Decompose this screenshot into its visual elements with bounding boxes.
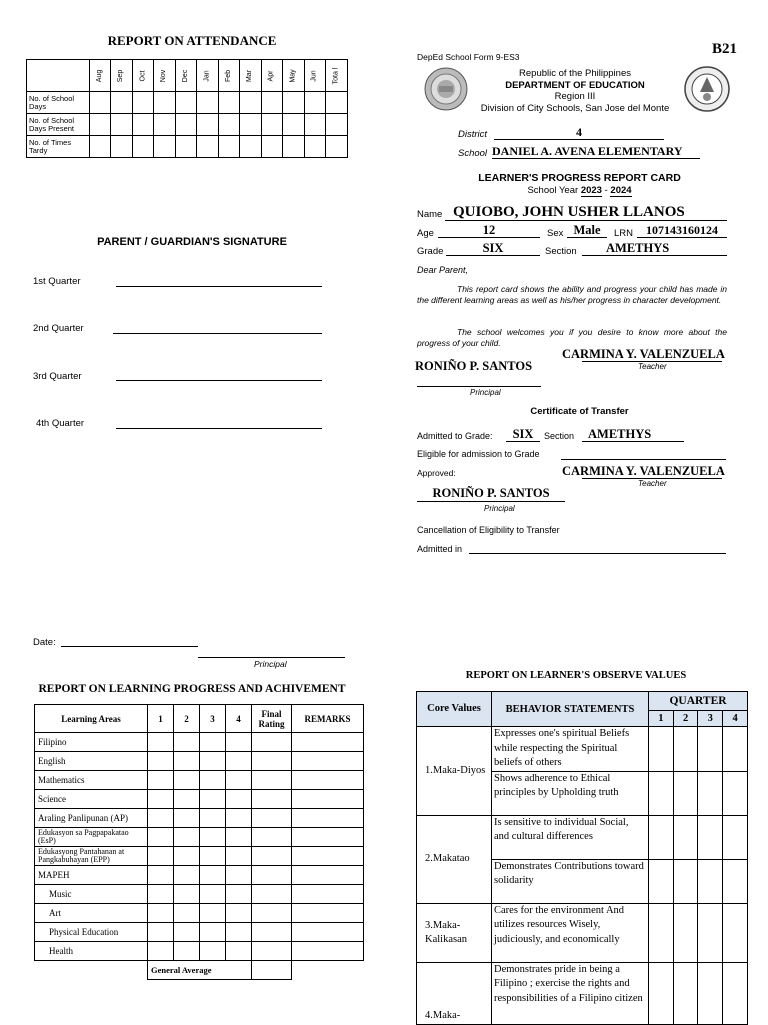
month-feb: Feb <box>225 69 232 83</box>
table-row <box>35 885 364 904</box>
date-line[interactable] <box>61 646 198 647</box>
values-table <box>416 691 748 1025</box>
school-year <box>417 185 742 197</box>
general-average-row <box>35 961 364 980</box>
form-code-right: B21 <box>712 41 738 57</box>
grade-value: SIX <box>446 241 540 256</box>
month-may: May <box>289 69 297 83</box>
learning-area: English <box>35 752 148 771</box>
header-q2: 2 <box>174 705 200 733</box>
learning-area: Science <box>35 790 148 809</box>
core-value: 4.Maka- <box>417 962 492 1024</box>
section-label: Section <box>545 246 577 257</box>
month-total: Tota l <box>332 67 340 85</box>
teacher-name: CARMINA Y. VALENZUELA <box>562 347 725 361</box>
month-nov: Nov <box>160 69 168 83</box>
behavior-statement: Demonstrates pride in being a Filipino ; exercise the rights and responsibilities of a Filipino citizen <box>492 962 649 1024</box>
header-quarter-4: 4 <box>723 711 748 727</box>
quarter-2-signature-line[interactable] <box>113 333 322 334</box>
republic-line: Republic of the Philippines <box>519 68 631 79</box>
header-learning-areas: Learning Areas <box>35 705 148 733</box>
attendance-row-label: No. of School Days <box>27 92 90 114</box>
month-oct: Oct <box>139 70 147 82</box>
admitted-in-label: Admitted in <box>417 544 463 554</box>
department-line: DEPARTMENT OF EDUCATION <box>505 79 645 91</box>
card-title: LEARNER'S PROGRESS REPORT CARD <box>478 172 681 184</box>
agency-header <box>458 68 692 114</box>
header-q4: 4 <box>226 705 252 733</box>
table-row <box>35 809 364 828</box>
behavior-statement: Cares for the environment And utilizes resources Wisely, judiciously, and economically <box>492 903 649 962</box>
transfer-principal-label: Principal <box>484 504 515 513</box>
month-dec: Dec <box>182 69 190 83</box>
principal-signature-line <box>417 386 541 387</box>
header-behavior-statements: BEHAVIOR STATEMENTS <box>492 692 649 727</box>
table-row <box>35 771 364 790</box>
attendance-row <box>27 136 348 158</box>
header-q1: 1 <box>148 705 174 733</box>
header-quarter: QUARTER <box>649 692 748 711</box>
learning-area: Music <box>35 885 148 904</box>
division-line: Division of City Schools, San Jose del Monte <box>480 102 670 114</box>
general-average-label: General Average <box>148 961 252 980</box>
district-value: 4 <box>494 126 664 140</box>
quarter-3-signature-line[interactable] <box>116 380 322 381</box>
table-row <box>35 942 364 961</box>
attendance-row-label: No. of Times Tardy <box>27 136 90 158</box>
behavior-statement: Is sensitive to individual Social, and cultural differences <box>492 815 649 859</box>
letter-paragraph-1: This report card shows the ability and progress your child has made in the different learning areas as well as his/her progress in character development. <box>417 284 727 305</box>
behavior-statement: Expresses one's spiritual Beliefs while respecting the Spiritual beliefs of others <box>492 727 649 772</box>
attendance-row-label: No. of School Days Present <box>27 114 90 136</box>
table-row <box>35 733 364 752</box>
eligible-label: Eligible for admission to Grade <box>417 449 540 459</box>
letter-greeting: Dear Parent, <box>417 265 469 275</box>
transfer-section-label: Section <box>544 431 575 441</box>
learning-area: Physical Education <box>35 923 148 942</box>
month-apr: Apr <box>267 70 275 82</box>
learning-area: Art <box>35 904 148 923</box>
cancel-label: Cancellation of Eligibility to Transfer <box>417 525 560 535</box>
quarter-4-label: 4th Quarter <box>36 418 85 429</box>
behavior-statement: Shows adherence to Ethical principles by Upholding truth <box>492 771 649 815</box>
header-final-rating: Final Rating <box>252 705 292 733</box>
attendance-title: REPORT ON ATTENDANCE <box>107 33 277 48</box>
transfer-section-value: AMETHYS <box>582 427 684 442</box>
transfer-teacher-name: CARMINA Y. VALENZUELA <box>562 464 725 478</box>
table-row <box>35 752 364 771</box>
admitted-grade-label: Admitted to Grade: <box>417 431 493 441</box>
learning-area: Mathematics <box>35 771 148 790</box>
quarter-3-label: 3rd Quarter <box>33 371 82 382</box>
attendance-header-row <box>27 60 348 92</box>
age-value: 12 <box>438 223 540 238</box>
values-title: REPORT ON LEARNER'S OBSERVE VALUES <box>465 670 687 681</box>
table-row <box>417 962 748 1024</box>
section-value: AMETHYS <box>582 241 727 256</box>
table-row <box>35 904 364 923</box>
guardian-title: PARENT / GUARDIAN'S SIGNATURE <box>97 236 287 248</box>
sex-value: Male <box>567 223 607 238</box>
core-value: 1.Maka-Diyos <box>417 727 492 816</box>
teacher-label: Teacher <box>638 362 667 371</box>
learning-area: Araling Panlipunan (AP) <box>35 809 148 828</box>
region-line: Region III <box>554 91 596 102</box>
month-mar: Mar <box>246 69 254 83</box>
table-row <box>35 790 364 809</box>
admitted-grade-value: SIX <box>506 427 540 442</box>
transfer-principal-name: RONIÑO P. SANTOS <box>417 486 565 502</box>
table-row <box>35 847 364 866</box>
eligible-grade-line[interactable] <box>561 459 726 460</box>
learning-area: Filipino <box>35 733 148 752</box>
learning-area: Edukasyon sa Pagpapakatao (EsP) <box>35 828 148 847</box>
quarter-1-label: 1st Quarter <box>33 276 81 287</box>
name-label: Name <box>417 209 443 220</box>
attendance-row <box>27 114 348 136</box>
name-value: QUIOBO, JOHN USHER LLANOS <box>445 204 727 221</box>
school-value: DANIEL A. AVENA ELEMENTARY <box>492 144 700 159</box>
header-quarter-1: 1 <box>649 711 674 727</box>
table-row <box>417 727 748 772</box>
principal-name: RONIÑO P. SANTOS <box>415 359 533 373</box>
sex-label: Sex <box>547 228 564 239</box>
age-label: Age <box>417 228 434 239</box>
table-row <box>35 923 364 942</box>
district-label: District <box>458 129 488 140</box>
school-year-start: 2023 <box>580 185 602 196</box>
header-q3: 3 <box>200 705 226 733</box>
learning-area: Edukasyong Pantahanan at Pangkabuhayan (EPP) <box>35 847 148 866</box>
core-value: 3.Maka-Kalikasan <box>417 903 492 962</box>
learning-area: MAPEH <box>35 866 148 885</box>
transfer-title: Certificate of Transfer <box>530 406 629 417</box>
form-code: DepEd School Form 9-ES3 <box>417 52 520 62</box>
table-row <box>35 828 364 847</box>
quarter-2-label: 2nd Quarter <box>33 323 84 334</box>
table-row <box>35 866 364 885</box>
admitted-in-line[interactable] <box>469 553 726 554</box>
learning-table <box>34 704 364 980</box>
general-average-value[interactable] <box>252 961 292 980</box>
learning-header-row <box>35 705 364 733</box>
school-label: School <box>458 148 488 159</box>
attendance-table <box>26 59 348 158</box>
date-label: Date: <box>33 637 56 648</box>
month-jan: Jan <box>203 70 211 82</box>
header-core-values: Core Values <box>417 692 492 727</box>
header-quarter-2: 2 <box>673 711 698 727</box>
table-row <box>417 903 748 962</box>
transfer-teacher-label: Teacher <box>638 479 667 488</box>
date-principal-line <box>198 657 345 658</box>
school-year-end: 2024 <box>610 185 632 196</box>
principal-label: Principal <box>470 388 501 397</box>
table-row <box>417 815 748 859</box>
attendance-row <box>27 92 348 114</box>
learning-area: Health <box>35 942 148 961</box>
school-year-label: School Year <box>527 185 579 196</box>
approved-label: Approved: <box>417 468 456 478</box>
lrn-value: 107143160124 <box>637 223 727 238</box>
header-quarter-3: 3 <box>698 711 723 727</box>
quarter-4-signature-line[interactable] <box>116 428 322 429</box>
date-principal-label: Principal <box>254 659 287 669</box>
month-aug: Aug <box>96 69 104 83</box>
month-sep: Sep <box>117 69 125 83</box>
core-value: 2.Makatao <box>417 815 492 903</box>
header-remarks: REMARKS <box>292 705 364 733</box>
letter-paragraph-2: The school welcomes you if you desire to know more about the progress of your child. <box>417 327 727 348</box>
grade-label: Grade <box>417 246 444 257</box>
behavior-statement: Demonstrates Contributions toward solidarity <box>492 859 649 903</box>
quarter-1-signature-line[interactable] <box>116 286 322 287</box>
lrn-label: LRN <box>614 228 634 239</box>
school-year-dash: - <box>604 185 608 196</box>
month-jun: Jun <box>310 70 318 82</box>
learning-title: REPORT ON LEARNING PROGRESS AND ACHIVEMENT <box>38 683 346 695</box>
